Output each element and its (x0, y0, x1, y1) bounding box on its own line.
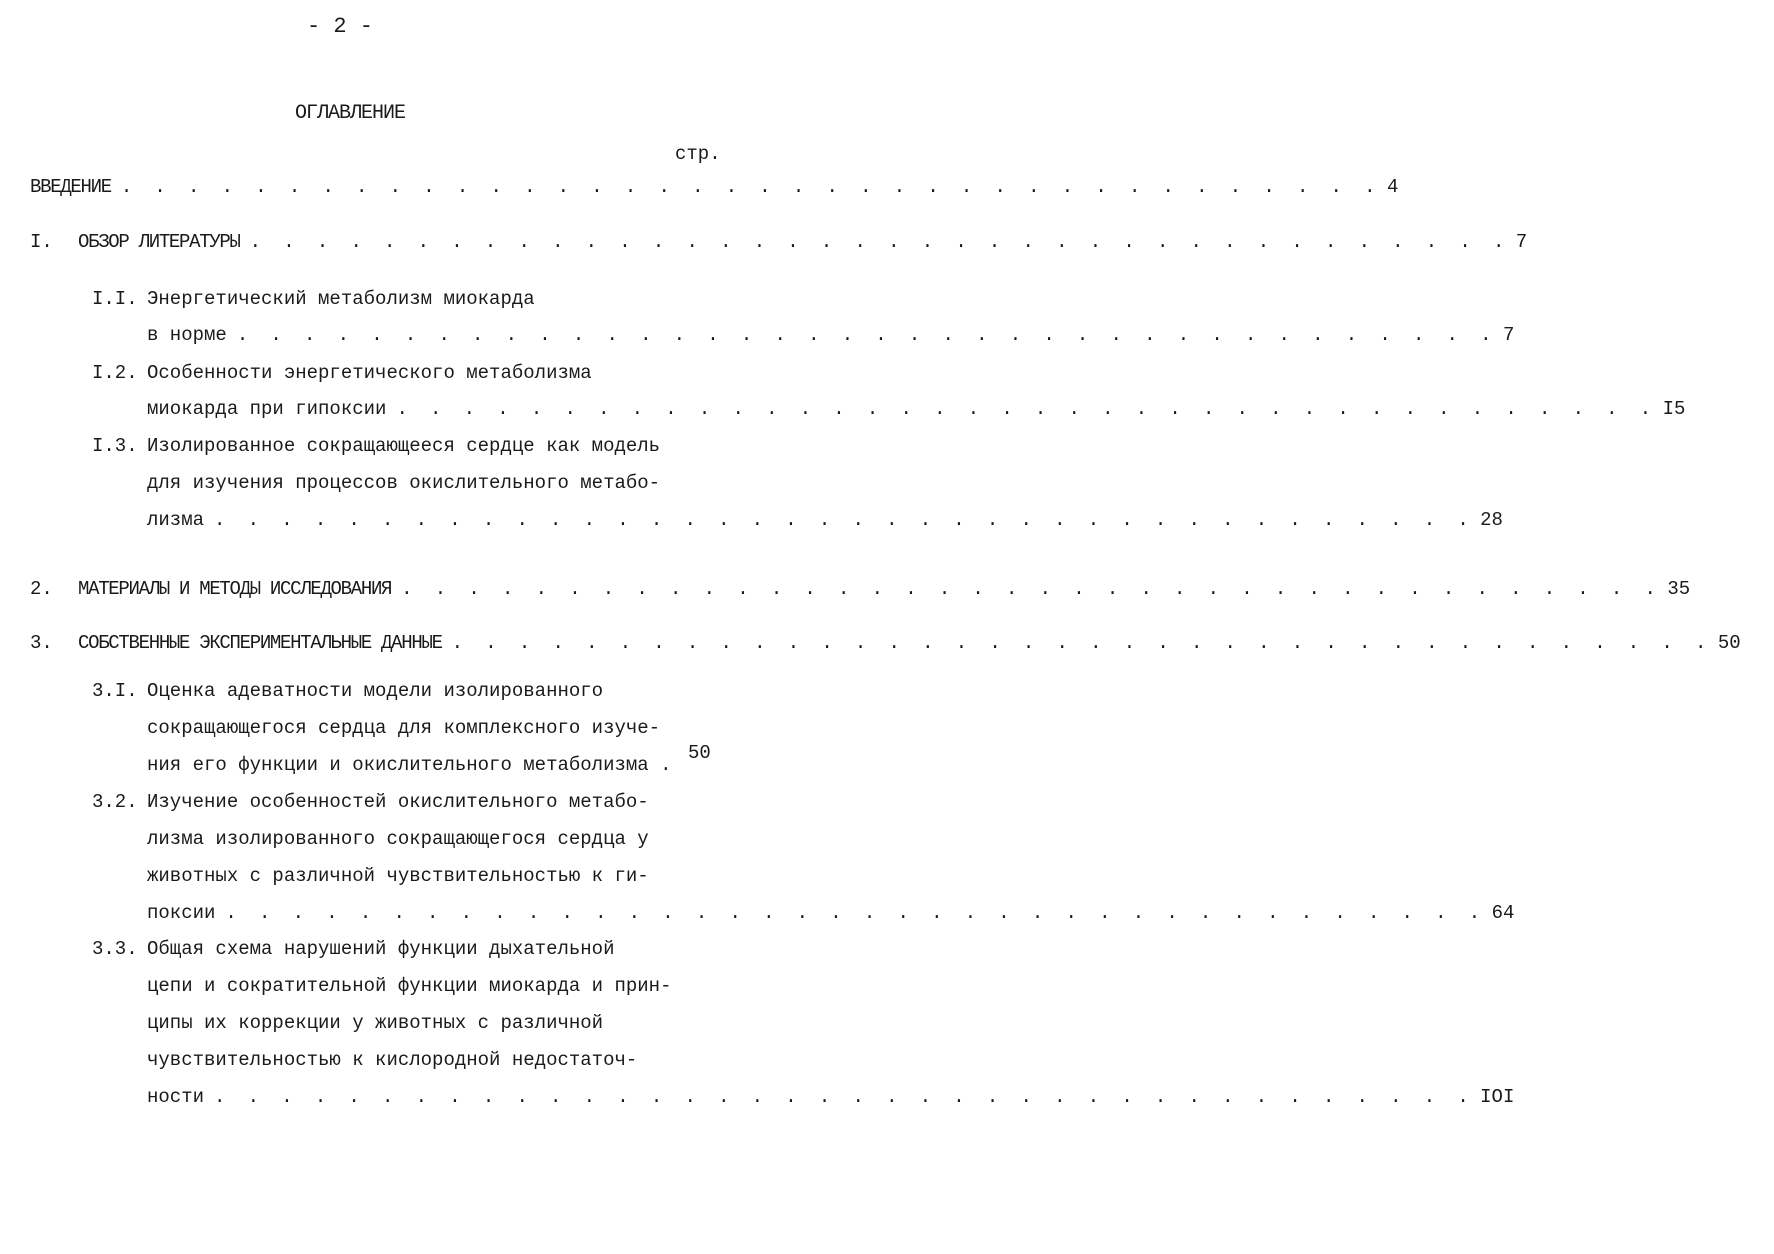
toc-entry-section-1-2-end (92, 398, 1686, 426)
toc-entry-label-cont: цепи и сократительной функции миокарда и прин- (147, 975, 672, 997)
dot-leader: . . . . . . . . . . . . . . . . . . . . . . . . . . . . . . . . . . . . . . (401, 578, 1662, 600)
toc-entry-label: СОБСТВЕННЫЕ ЭКСПЕРИМЕНТАЛЬНЫЕ ДАННЫЕ (78, 632, 442, 654)
toc-entry-section-3-3-cont (92, 1014, 755, 1040)
toc-entry-page: 28 (1480, 509, 1503, 531)
toc-entry-number: 3.I. (92, 680, 138, 702)
toc-entry-label: Оценка адеватности модели изолированного (147, 680, 604, 702)
toc-entry-label-cont: ципы их коррекции у животных с различной (147, 1012, 604, 1034)
toc-entry-label: Изучение особенностей окислительного метабо- (147, 791, 649, 813)
toc-entry-label-cont: чувствительностью к кислородной недостаточ- (147, 1049, 638, 1071)
toc-entry-page: I5 (1662, 398, 1686, 420)
toc-entry-section-3-3 (92, 940, 755, 966)
toc-entry-number: 3. (30, 632, 53, 654)
toc-entry-section-3-2-end (92, 902, 1515, 930)
toc-entry-page: 50 (688, 742, 711, 764)
toc-entry-section-3-3-cont (92, 977, 755, 1003)
toc-entry-label-cont: ности (147, 1086, 205, 1108)
toc-entry-label: ВВЕДЕНИЕ (30, 176, 111, 198)
toc-entry-section-3-3-end (92, 1086, 1515, 1114)
dot-leader: . . . . . . . . . . . . . . . . . . . . . . . . . . . . . . . . . . . . . . (214, 509, 1475, 531)
toc-entry-number: I.I. (92, 288, 138, 310)
toc-entry-intro (30, 176, 1399, 204)
toc-entry-label-cont: лизма изолированного сокращающегося сердца у (147, 828, 649, 850)
dot-leader: . . . . . . . . . . . . . . . . . . . . . . . . . . . . . . . . . . . . . . (236, 324, 1497, 346)
toc-entry-section-1-1 (92, 290, 755, 316)
toc-entry-label-cont: для изучения процессов окислительного метабо- (147, 472, 661, 494)
dot-leader: . . . . . . . . . . . . . . . . . . . . . . . . . . . . . . . . . . . . . . (396, 398, 1657, 420)
toc-entry-section-3-3-cont (92, 1051, 755, 1077)
toc-entry-page: 4 (1386, 176, 1399, 198)
toc-entry-number: 2. (30, 578, 53, 600)
toc-entry-page: 7 (1502, 324, 1515, 346)
toc-entry-section-3-1-cont (92, 719, 755, 745)
toc-entry-number: I. (30, 231, 53, 253)
toc-entry-page: 50 (1717, 632, 1741, 654)
page-column-label: стр. (675, 143, 721, 165)
dot-leader: . . . . . . . . . . . . . . . . . . . . . . . . . . . . . . . . . . . . . . (225, 902, 1486, 924)
toc-entry-label: ОБЗОР ЛИТЕРАТУРЫ (78, 231, 240, 253)
toc-entry-label: Особенности энергетического метаболизма (147, 362, 592, 384)
toc-entry-label: Энергетический метаболизм миокарда (147, 288, 535, 310)
toc-entry-label: Изолированное сокращающееся сердце как модель (147, 435, 661, 457)
toc-entry-number: I.3. (92, 435, 138, 457)
toc-entry-label-cont: поксии (147, 902, 216, 924)
toc-entry-section-3-2 (92, 793, 755, 819)
toc-entry-section-1-1-end (92, 324, 1515, 352)
page-number: - 2 - (306, 14, 373, 39)
toc-entry-page: IOI (1480, 1086, 1515, 1108)
toc-entry-page: 7 (1515, 231, 1528, 253)
toc-entry-chapter-1 (30, 231, 1528, 259)
toc-entry-section-1-3-cont (92, 474, 755, 500)
toc-entry-label-cont: миокарда при гипоксии (147, 398, 387, 420)
toc-entry-page: 35 (1667, 578, 1691, 600)
toc-entry-label: Общая схема нарушений функции дыхательной (147, 938, 615, 960)
toc-entry-section-3-2-cont (92, 830, 755, 856)
toc-entry-section-1-3-end (92, 509, 1503, 537)
toc-entry-chapter-2 (30, 578, 1691, 606)
toc-entry-number: 3.2. (92, 791, 138, 813)
dot-leader: . . . . . . . . . . . . . . . . . . . . . . . . . . . . . . . . . . . . . . (249, 231, 1510, 253)
dot-leader: . . . . . . . . . . . . . . . . . . . . . . . . . . . . . . . . . . . . . . (120, 176, 1381, 198)
toc-entry-label-cont: ния его функции и окислительного метаболизма . (147, 754, 672, 776)
toc-entry-section-3-2-cont (92, 867, 755, 893)
toc-entry-section-1-2 (92, 364, 755, 390)
toc-entry-page: 64 (1491, 902, 1515, 924)
toc-entry-number: I.2. (92, 362, 138, 384)
toc-entry-number: 3.3. (92, 938, 138, 960)
toc-entry-label-cont: лизма (147, 509, 205, 531)
toc-entry-section-3-1-end (92, 756, 755, 782)
toc-entry-chapter-3 (30, 632, 1741, 660)
toc-entry-section-1-3 (92, 437, 755, 463)
toc-entry-label-cont: сокращающегося сердца для комплексного изуче- (147, 717, 661, 739)
toc-entry-label-cont: животных с различной чувствительностью к ги- (147, 865, 649, 887)
toc-entry-section-3-1 (92, 682, 755, 708)
toc-entry-label: МАТЕРИАЛЫ И МЕТОДЫ ИССЛЕДОВАНИЯ (78, 578, 392, 600)
dot-leader: . . . . . . . . . . . . . . . . . . . . . . . . . . . . . . . . . . . . . . (214, 1086, 1475, 1108)
page-title: ОГЛАВЛЕНИЕ (294, 102, 406, 125)
toc-entry-label-cont: в норме (147, 324, 227, 346)
dot-leader: . . . . . . . . . . . . . . . . . . . . . . . . . . . . . . . . . . . . . . (451, 632, 1712, 654)
